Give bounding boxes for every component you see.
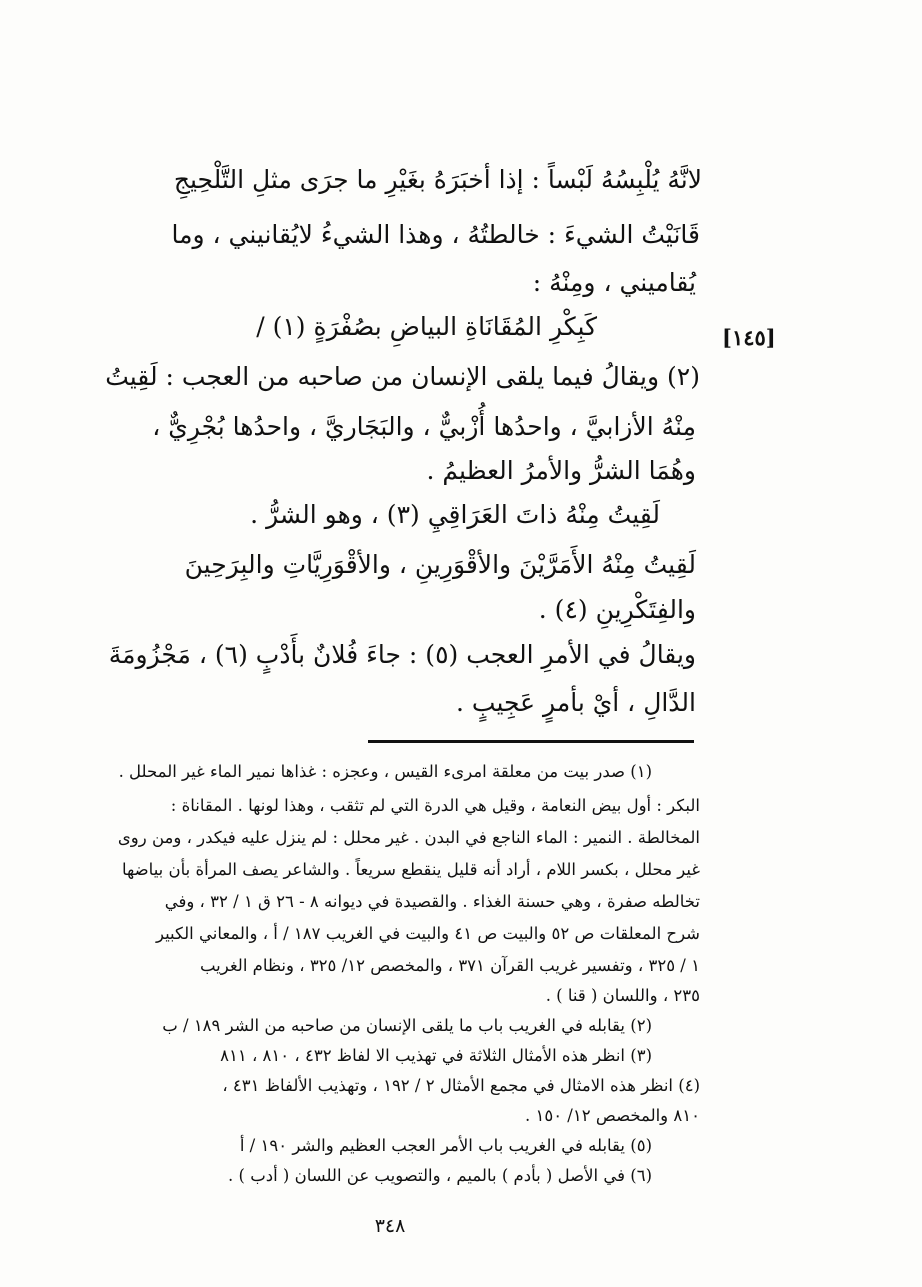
margin-reference: [١٤٥] — [722, 325, 776, 350]
poem-verse: كَبِكْرِ المُقَانَاةِ البياضِ بصُفْرَةٍ (١) / — [256, 312, 597, 341]
footnote-line-9: (٢) يقابله في الغريب باب ما يلقى الإنسان من صاحبه من الشر ١٨٩ / ب — [162, 1016, 652, 1035]
footnote-line-14: (٦) في الأصل ( بأدم ) بالميم ، والتصويب عن اللسان ( أدب ) . — [228, 1166, 652, 1185]
footnote-line-5: تخالطه صفرة ، وهي حسنة الغذاء . والقصيدة في ديوانه ٨ - ٢٦ ق ١ / ٣٢ ، وفي — [164, 892, 700, 911]
body-line-9: لَقِيتُ مِنْهُ الأَمَرَّيْنَ والأقْوَرِينِ ، والأقْوَرِيَّاتِ والبِرَحِينَ — [184, 550, 696, 579]
footnote-line-1: (١) صدر بيت من معلقة امرىء القيس ، وعجزه : غذاها نمير الماء غير المحلل . — [118, 762, 652, 781]
footnote-line-10: (٣) انظر هذه الأمثال الثلاثة في تهذيب الا لفاظ ٤٣٢ ، ٨١٠ ، ٨١١ — [220, 1046, 652, 1065]
footnote-line-11: (٤) انظر هذه الامثال في مجمع الأمثال ٢ / ١٩٢ ، وتهذيب الألفاظ ٤٣١ ، — [222, 1076, 700, 1095]
body-line-6: مِنْهُ الأزابيَّ ، واحدُها أُزْبيٌّ ، والبَجَاريَّ ، واحدُها بُجْرِيٌّ ، — [152, 412, 696, 441]
footnote-line-8: ٢٣٥ ، واللسان ( قنا ) . — [545, 986, 700, 1005]
body-line-5: (٢) ويقالُ فيما يلقى الإنسان من صاحبه من العجب : لَقِيتُ — [105, 362, 700, 391]
body-line-3: يُقاميني ، ومِنْهُ : — [532, 268, 696, 297]
body-line-10: والفِتَكْرِينِ (٤) . — [538, 595, 696, 624]
footnote-line-6: شرح المعلقات ص ٥٢ والبيت ص ٤١ والبيت في الغريب ١٨٧ / أ ، والمعاني الكبير — [155, 924, 700, 943]
footnote-line-7: ١ / ٣٢٥ ، وتفسير غريب القرآن ٣٧١ ، والمخصص ١٢/ ٣٢٥ ، ونظام الغريب — [199, 956, 700, 975]
footnote-line-3: المخالطة . النمير : الماء الناجع في البدن . غير محلل : لم ينزل عليه فيكدر ، ومن روى — [117, 828, 700, 847]
footnote-line-12: ٨١٠ والمخصص ١٢/ ١٥٠ . — [524, 1106, 700, 1125]
body-line-1: لانَّهُ يُلْبِسُهُ لَبْساً : إذا أخبَرَهُ بغَيْرِ ما جرَى مثلِ التَّلْحِيجِ — [173, 165, 702, 194]
page-number: ٣٤٨ — [374, 1215, 406, 1237]
body-line-11: ويقالُ في الأمرِ العجب (٥) : جاءَ فُلانٌ بأَدْبٍ (٦) ، مَجْزُومَةَ — [108, 640, 696, 669]
body-line-8: لَقِيتُ مِنْهُ ذاتَ العَرَاقِيِ (٣) ، وهو الشرُّ . — [250, 500, 660, 529]
body-line-2: قَانَيْتُ الشيءَ : خالطتُهُ ، وهذا الشيءُ لايُقانيني ، وما — [171, 220, 700, 249]
footnote-divider — [368, 740, 694, 743]
body-line-12: الدَّالِ ، أيْ بأمرٍ عَجِيبٍ . — [456, 688, 696, 717]
footnote-line-2: البكر : أول بيض النعامة ، وقيل هي الدرة التي لم تثقب ، وهذا لونها . المقاناة : — [170, 796, 700, 815]
body-line-7: وهُمَا الشرُّ والأمرُ العظيمُ . — [426, 456, 696, 485]
footnote-line-13: (٥) يقابله في الغريب باب الأمر العجب العظيم والشر ١٩٠ / أ — [239, 1136, 652, 1155]
footnote-line-4: غير محلل ، بكسر اللام ، أراد أنه قليل ينقطع سريعاً . والشاعر يصف المرأة بأن بياضها — [122, 860, 700, 879]
